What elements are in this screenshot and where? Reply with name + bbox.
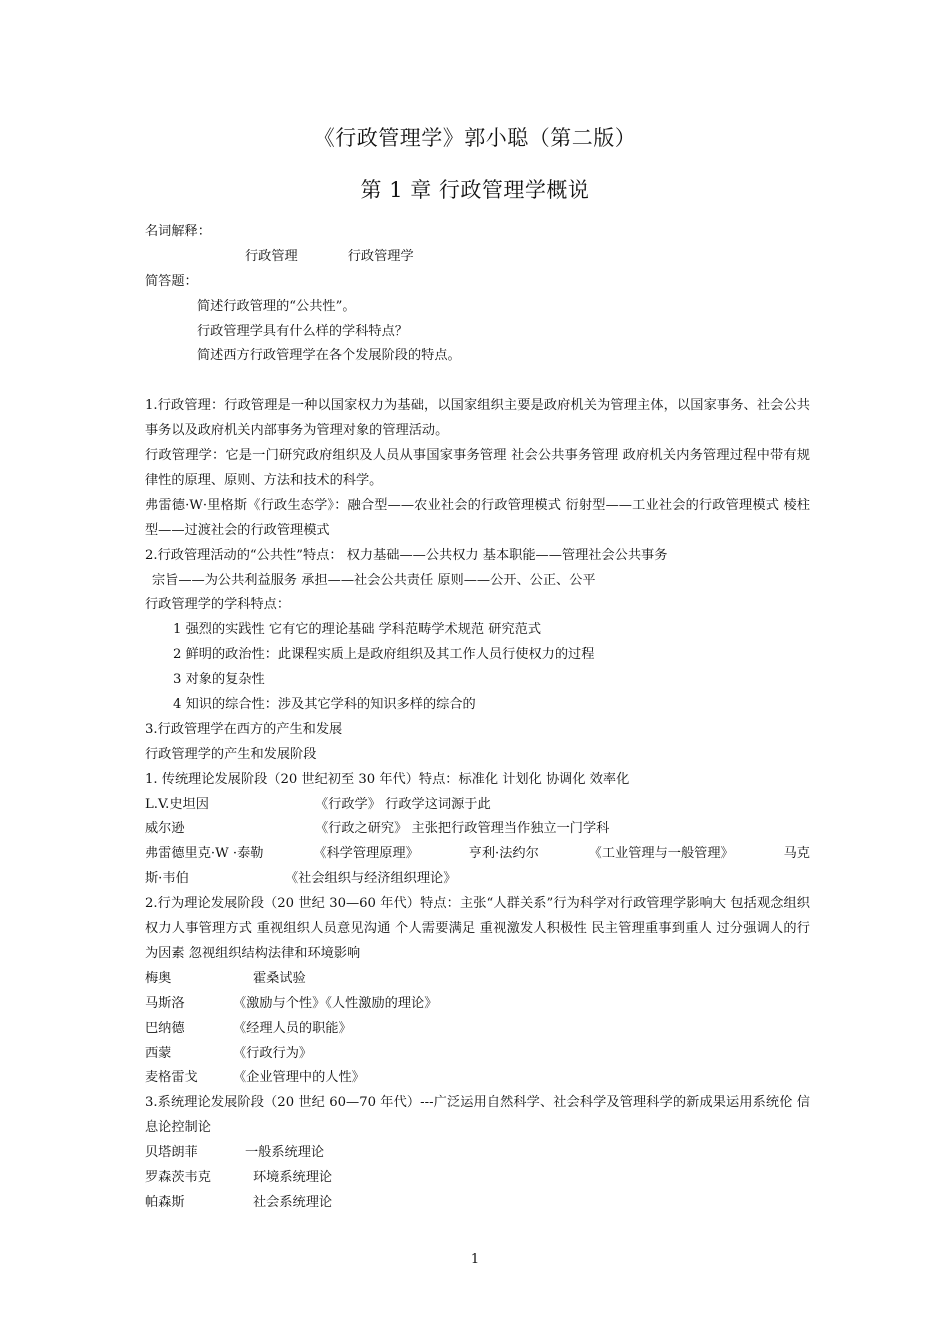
feature-item: 2 鲜明的政治性：此课程实质上是政府组织及其工作人员行使权力的过程: [173, 647, 595, 663]
person-row: [145, 793, 810, 818]
person-work: 《工业管理与一般管理》: [588, 846, 734, 862]
person-work: 环境系统理论: [253, 1170, 333, 1186]
person-work: 《社会组织与经济组织理论》: [285, 871, 457, 887]
person-row: [145, 992, 810, 1017]
person-row: [145, 967, 810, 992]
person-work: 《行政学》 行政学这词源于此: [315, 796, 491, 812]
feature-item: 4 知识的综合性：涉及其它学科的知识多样的综合的: [173, 697, 476, 713]
stage-heading: 3.系统理论发展阶段（20 世纪 60—70 年代）---广泛运用自然科学、社会科学及管理科学的新成果运用系统伦 信息论控制论: [145, 1095, 810, 1136]
paragraph: 行政管理学：它是一门研究政府组织及人员从事国家事务管理 社会公共事务管理 政府机关内务管理过程中带有规律性的原理、原则、方法和技术的科学。: [145, 448, 810, 488]
short-question-heading: 简答题：: [145, 273, 198, 289]
stages-heading: 行政管理学的产生和发展阶段: [145, 746, 317, 762]
person-row: [145, 867, 810, 892]
short-question: 简述行政管理的“公共性”。: [197, 298, 356, 314]
person-name: 麦格雷戈: [145, 1070, 198, 1086]
person-work: 社会系统理论: [253, 1194, 333, 1210]
feature-item: 1 强烈的实践性 它有它的理论基础 学科范畴学术规范 研究范式: [173, 622, 542, 638]
person-work: 一般系统理论: [245, 1145, 325, 1161]
person-work: 《行政之研究》 主张把行政管理当作独立一门学科: [315, 821, 610, 837]
person-name: 贝塔朗菲: [145, 1145, 198, 1161]
paragraph: 1.行政管理：行政管理是一种以国家权力为基础，以国家组织主要是政府机关为管理主体，以国家事务、社会公共事务以及政府机关内部事务为管理对象的管理活动。: [145, 398, 810, 439]
paragraph: 宗旨——为公共利益服务 承担——社会公共责任 原则——公开、公正、公平: [152, 572, 596, 588]
section-heading: 3.行政管理学在西方的产生和发展: [145, 721, 343, 737]
person-name: 西蒙: [145, 1045, 172, 1061]
person-work: 《经理人员的职能》: [233, 1020, 352, 1036]
person-row: [145, 1066, 810, 1091]
person-row: [145, 842, 810, 867]
person-name: 斯·韦伯: [145, 871, 189, 887]
stage-heading: 2.行为理论发展阶段（20 世纪 30—60 年代）特点：主张“人群关系”行为科学对行政管理学影响大 包括观念组织权力人事管理方式 重视组织人员意见沟通 个人需要满足 重视激发人积极性 民主管理重事到重人 过分强调人的行为因素 忽视组织结构法律和环境影响: [145, 896, 810, 961]
person-work: 《科学管理原理》: [313, 846, 419, 862]
short-question: 行政管理学具有什么样的学科特点？: [197, 323, 408, 339]
chapter-title: 第 1 章 行政管理学概说: [360, 178, 590, 202]
terms-line: [145, 245, 810, 270]
spacer: [145, 369, 810, 394]
person-name: 帕森斯: [145, 1194, 185, 1210]
page-number: 1: [470, 1252, 480, 1267]
person-work: 霍桑试验: [253, 970, 306, 986]
person-name: 巴纳德: [145, 1020, 185, 1036]
paragraph: 弗雷德·W·里格斯《行政生态学》：融合型——农业社会的行政管理模式 衍射型——工业社会的行政管理模式 棱柱型——过渡社会的行政管理模式: [145, 497, 810, 538]
document-title: 《行政管理学》郭小聪（第二版）: [313, 126, 637, 150]
person-name: L.V.史坦因: [145, 796, 209, 812]
person-name: 罗森茨韦克: [145, 1170, 211, 1186]
person-name: 弗雷德里克·W ·泰勒: [145, 846, 264, 862]
person-row: [145, 1191, 810, 1216]
term-item: 行政管理学: [347, 248, 414, 264]
person-row: [145, 1166, 810, 1191]
person-row: [145, 1042, 810, 1067]
terms-heading: 名词解释：: [145, 224, 211, 239]
features-heading: 行政管理学的学科特点：: [145, 597, 291, 613]
paragraph: 2.行政管理活动的“公共性”特点： 权力基础——公共权力 基本职能——管理社会公共事务: [145, 547, 668, 563]
person-work: 《行政行为》: [233, 1045, 313, 1061]
person-name: 马斯洛: [145, 995, 185, 1011]
person-row: [145, 1141, 810, 1166]
term-item: 行政管理: [245, 248, 298, 264]
person-row: [145, 817, 810, 842]
person-name: 梅奥: [145, 970, 172, 986]
document-body: [145, 220, 810, 1216]
short-question: 简述西方行政管理学在各个发展阶段的特点。: [197, 348, 461, 364]
person-work: 《企业管理中的人性》: [233, 1070, 365, 1086]
person-name: 亨利·法约尔: [468, 846, 539, 862]
person-name: 马克: [783, 846, 810, 862]
stage-heading: 1. 传统理论发展阶段（20 世纪初至 30 年代）特点：标准化 计划化 协调化 效率化: [145, 771, 630, 787]
person-work: 《激励与个性》《人性激励的理论》: [233, 995, 438, 1011]
feature-item: 3 对象的复杂性: [173, 672, 265, 688]
person-row: [145, 1017, 810, 1042]
person-name: 威尔逊: [145, 821, 185, 837]
